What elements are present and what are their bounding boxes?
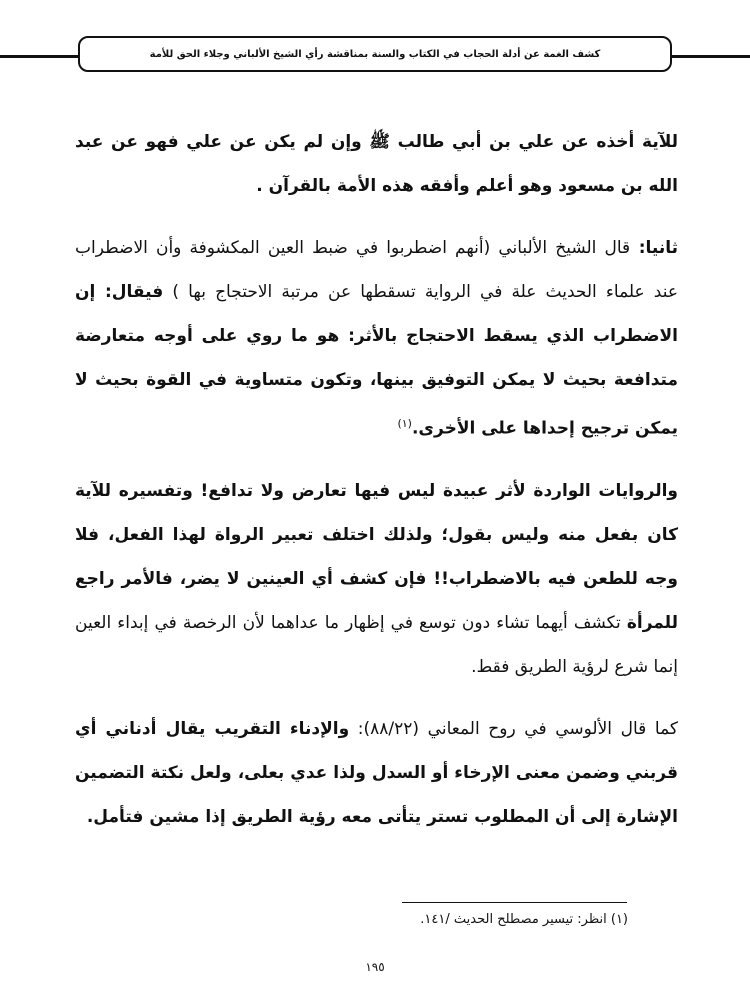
running-header: [78, 36, 672, 72]
paragraph-2-lead: ثانيا:: [630, 238, 678, 258]
paragraph-4: [75, 707, 678, 839]
paragraph-4-quote: والإدناء التقريب يقال أدناني أي قربني وضمن معنى الإرخاء أو السدل ولذا عدي بعلى، ولعل نكتة التضمين الإشارة إلى أن المطلوب تستر يتأتى معه رؤية الطريق إذا مشين فتأمل.: [75, 718, 678, 827]
paragraph-2: [75, 226, 678, 451]
paragraph-3-text: تكشف أيهما تشاء دون توسع في إظهار ما عداهما لأن الرخصة في إبداء العين إنما شرع لرؤية الطريق فقط.: [75, 612, 678, 677]
footnote: (١) انظر: تيسير مصطلح الحديث /١٤١.: [420, 912, 628, 927]
header-rule-right: [665, 55, 750, 58]
paragraph-2-response: فيقال: إن الاضطراب الذي يسقط الاحتجاج بالأثر: هو ما روي على أوجه متعارضة متدافعة بحيث لا يمكن التوفيق بينها، وتكون متساوية في القوة بحيث لا يمكن ترجيح إحداها على الأخرى.: [75, 282, 678, 439]
paragraph-3-bold: والروايات الواردة لأثر عبيدة ليس فيها تعارض ولا تدافع! وتفسيره للآية كان بفعل منه وليس بقول؛ ولذلك اختلف تعبير الرواة لهذا الفعل، فلا وجه للطعن فيه بالاضطراب!! فإن كشف أي العينين لا يضر، فالأمر راجع للمرأة: [75, 480, 678, 633]
paragraph-1: للآية أخذه عن علي بن أبي طالب ﷺ وإن لم يكن عن علي فهو عن عبد الله بن مسعود وهو أعلم وأفقه هذه الأمة بالقرآن .: [75, 132, 678, 196]
footnote-divider: [402, 902, 627, 903]
header-rule-left: [0, 55, 86, 58]
header-title: كشف الغمة عن أدلة الحجاب في الكتاب والسنة بمناقشة رأي الشيخ الألباني وجلاء الحق للأمة: [149, 48, 601, 60]
page-number: ١٩٥: [365, 960, 385, 974]
page-body: [75, 120, 678, 857]
paragraph-2-quote: قال الشيخ الألباني (أنهم اضطربوا في ضبط العين المكشوفة وأن الاضطراب عند علماء الحديث علة في الرواية تسقطها عن مرتبة الاحتجاج بها ): [75, 238, 679, 302]
footnote-ref: (١): [397, 417, 412, 430]
paragraph-3: [75, 469, 678, 689]
paragraph-4-text: كما قال الألوسي في روح المعاني (٨٨/٢٢):: [349, 718, 679, 739]
